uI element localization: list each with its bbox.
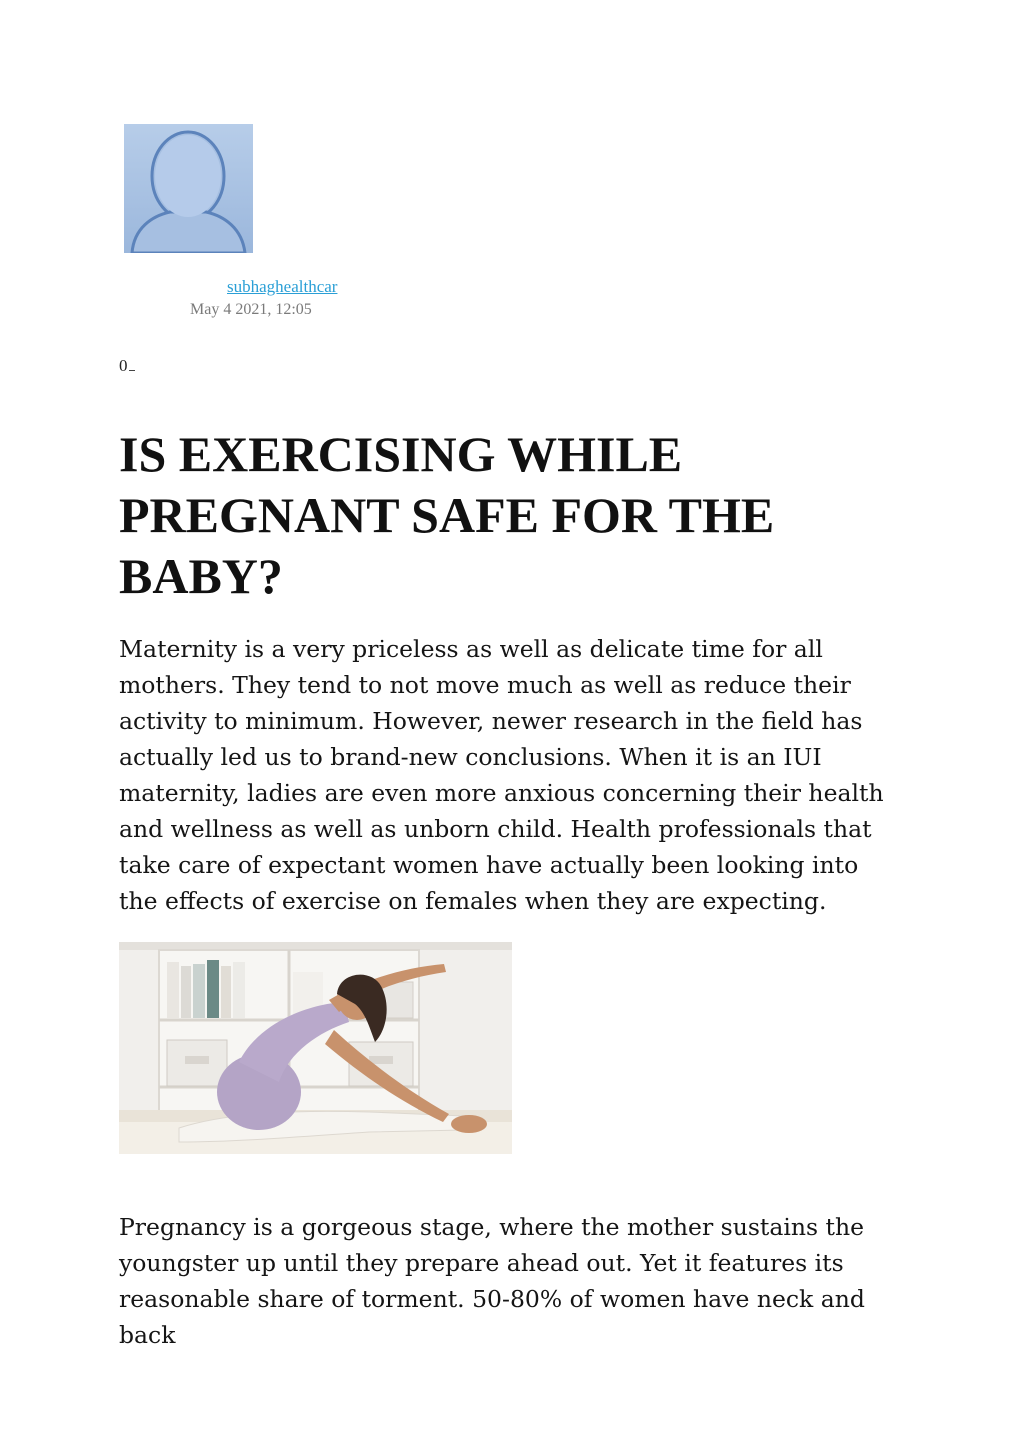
post-title: IS EXERCISING WHILE PREGNANT SAFE FOR THE BABY? xyxy=(119,426,775,604)
comment-count-value: 0 xyxy=(119,356,128,375)
post-date: May 4 2021, 12:05 xyxy=(190,301,312,318)
paragraph-2: Pregnancy is a gorgeous stage, where the mother sustains the youngster up until they prepare ahead out. Yet it features its reasonable share of torment. 50-80% of women have neck and back xyxy=(119,1213,865,1349)
paragraph-1: Maternity is a very priceless as well as delicate time for all mothers. They tend to not move much as well as reduce their activity to minimum. However, newer research in the field has actually led us to brand-new conclusions. When it is an IUI maternity, ladies are even more anxious concerning their health and wellness as well as unborn child. Health professionals that take care of expectant women have actually been looking into the effects of exercise on females when they are expecting. xyxy=(119,635,884,915)
author-link[interactable]: subhaghealthcar xyxy=(227,277,338,296)
author-avatar xyxy=(124,124,253,253)
user-silhouette-icon xyxy=(124,124,253,253)
pregnant-woman-stretching-illustration xyxy=(119,942,512,1154)
comment-icon xyxy=(129,370,135,371)
article-photo xyxy=(119,942,512,1154)
comment-count[interactable] xyxy=(119,356,135,376)
